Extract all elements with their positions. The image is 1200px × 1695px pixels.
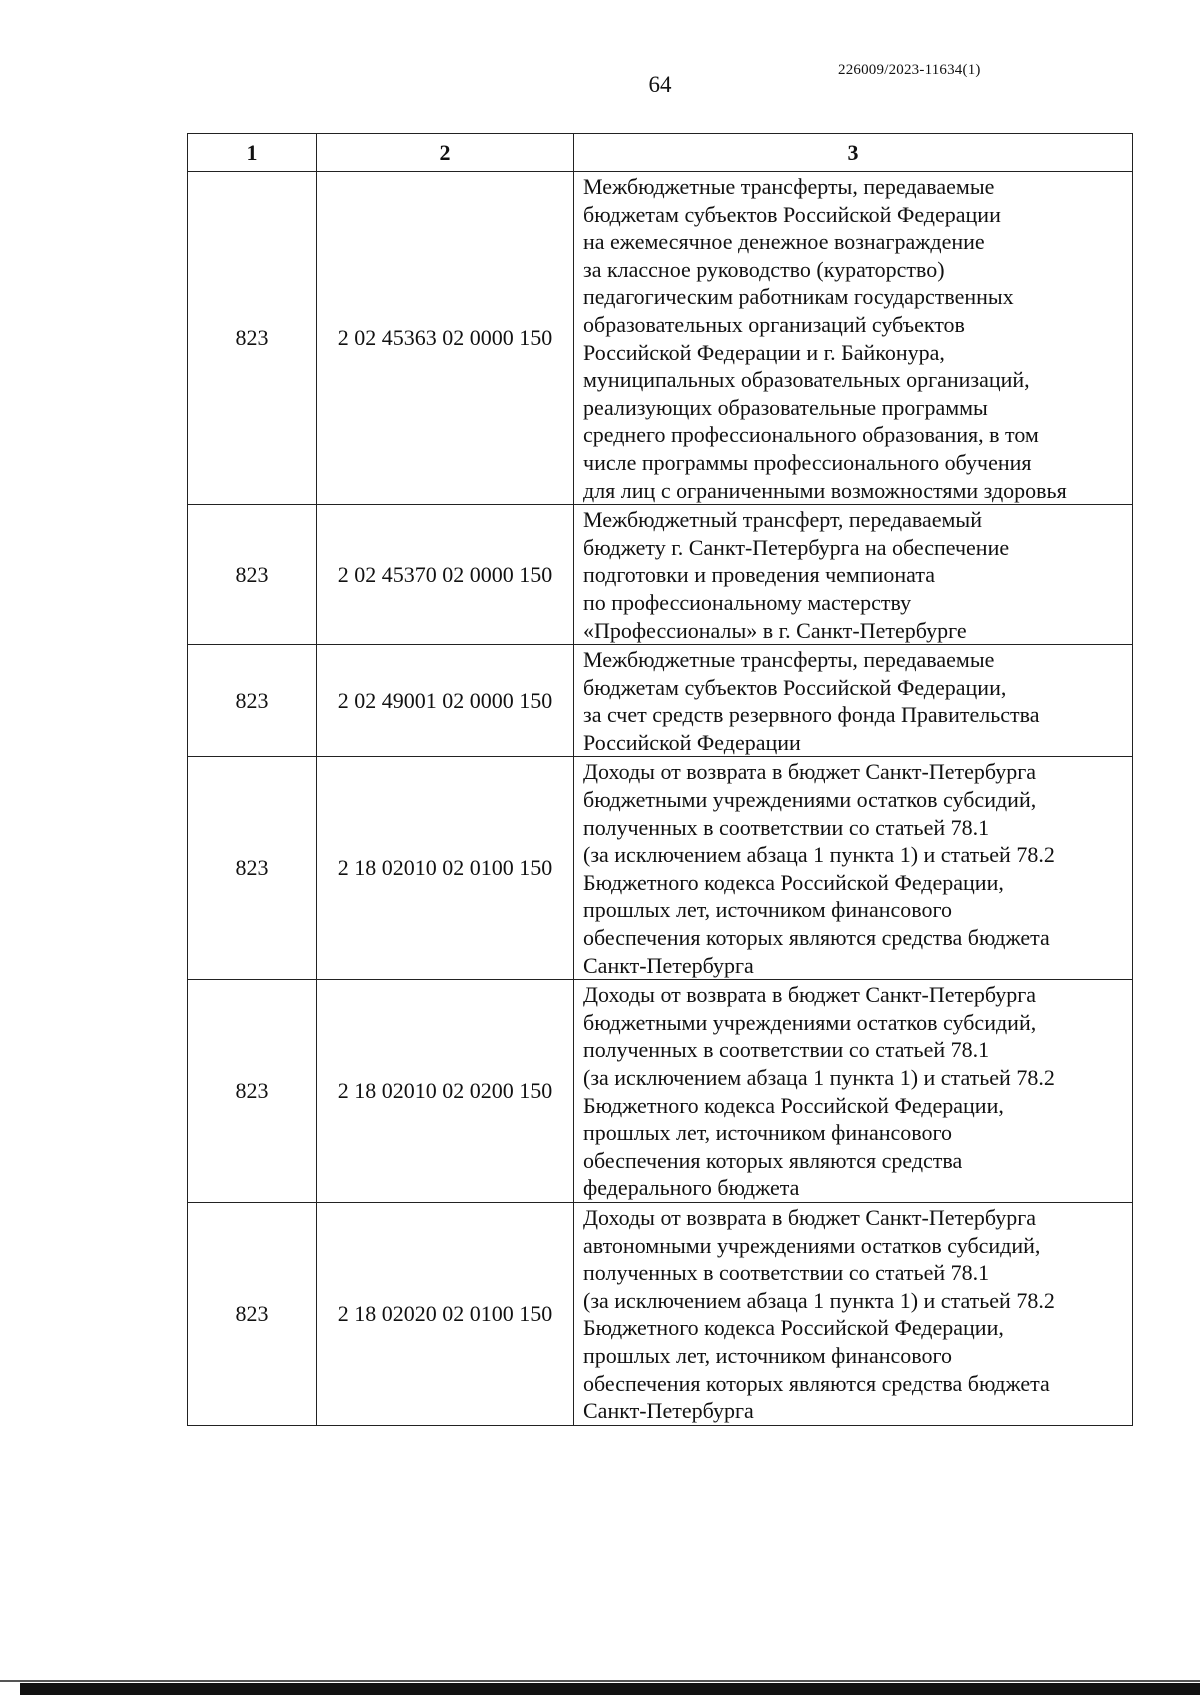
description-cell [574,757,1133,980]
description-line: бюджетными учреждениями остатков субсидий, [583,787,1037,813]
table-row [188,757,1133,980]
description-line: бюджетными учреждениями остатков субсидий, [583,1009,1037,1035]
column-header-2: 2 [317,134,574,172]
description-line: прошлых лет, источником финансового [583,1342,952,1368]
document-id: 226009/2023-11634(1) [838,62,981,78]
description-line: педагогическим работникам государственных [583,284,1014,310]
description-cell [574,1202,1133,1425]
budget-classification-code-cell: 2 18 02020 02 0100 150 [317,1202,574,1425]
description-cell [574,645,1133,757]
budget-classification-code-cell: 2 02 45370 02 0000 150 [317,505,574,645]
description-line: Межбюджетный трансферт, передаваемый [583,507,982,533]
page-number: 64 [648,72,672,97]
description-line: подготовки и проведения чемпионата [583,562,936,588]
admin-code-cell: 823 [188,505,317,645]
description-line: обеспечения которых являются средства [583,1147,963,1173]
table-row [188,645,1133,757]
description-line: Российской Федерации [583,729,801,755]
admin-code-cell: 823 [188,757,317,980]
description-line: по профессиональному мастерству [583,589,912,615]
admin-code-cell: 823 [188,645,317,757]
description-line: образовательных организаций субъектов [583,311,965,337]
description-line: (за исключением абзаца 1 пункта 1) и статьей 78.2 [583,1287,1055,1313]
description-line: на ежемесячное денежное вознаграждение [583,229,985,255]
budget-classification-code-cell: 2 18 02010 02 0200 150 [317,980,574,1203]
admin-code-cell: 823 [188,172,317,505]
description-line: Российской Федерации и г. Байконура, [583,339,945,365]
description-line: реализующих образовательные программы [583,394,988,420]
table-body [188,172,1133,1426]
description-line: Бюджетного кодекса Российской Федерации, [583,1092,1004,1118]
description-line: полученных в соответствии со статьей 78.1 [583,814,990,840]
description-line: (за исключением абзаца 1 пункта 1) и статьей 78.2 [583,1065,1055,1090]
scan-edge-bar [20,1683,1200,1695]
admin-code-cell: 823 [188,980,317,1203]
description-line: автономными учреждениями остатков субсидий, [583,1232,1041,1258]
admin-code-cell: 823 [188,1202,317,1425]
description-line: бюджетам субъектов Российской Федерации, [583,674,1007,700]
description-line: Межбюджетные трансферты, передаваемые [583,174,995,199]
description-line: Доходы от возврата в бюджет Санкт-Петербурга [583,982,1037,1008]
table-row [188,980,1133,1203]
description-line: за счет средств резервного фонда Правительства [583,702,1040,728]
description-line: федерального бюджета [583,1175,800,1201]
table-row [188,172,1133,505]
description-cell [574,980,1133,1203]
column-header-3: 3 [574,134,1133,172]
description-cell [574,505,1133,645]
description-line: муниципальных образовательных организаций, [583,367,1030,393]
table-row [188,1202,1133,1425]
budget-classification-code-cell: 2 02 49001 02 0000 150 [317,645,574,757]
description-line: числе программы профессионального обучения [583,449,1032,475]
budget-codes-table-container [187,133,1132,1426]
description-line: Санкт-Петербурга [583,1398,754,1424]
description-line: за классное руководство (кураторство) [583,256,945,282]
description-line: среднего профессионального образования, в том [583,422,1039,448]
description-line: бюджету г. Санкт-Петербурга на обеспечение [583,534,1010,560]
description-line: Доходы от возврата в бюджет Санкт-Петербурга [583,1204,1037,1230]
description-line: обеспечения которых являются средства бюджета [583,925,1050,951]
budget-classification-code-cell: 2 18 02010 02 0100 150 [317,757,574,980]
column-header-1: 1 [188,134,317,172]
description-line: (за исключением абзаца 1 пункта 1) и статьей 78.2 [583,842,1055,868]
description-line: бюджетам субъектов Российской Федерации [583,201,1001,227]
description-line: «Профессионалы» в г. Санкт-Петербурге [583,617,967,643]
description-line: Межбюджетные трансферты, передаваемые [583,647,995,673]
table-row [188,505,1133,645]
budget-classification-code-cell: 2 02 45363 02 0000 150 [317,172,574,505]
description-cell [574,172,1133,505]
description-line: Доходы от возврата в бюджет Санкт-Петербурга [583,759,1037,785]
description-line: полученных в соответствии со статьей 78.1 [583,1037,990,1063]
description-line: обеспечения которых являются средства бюджета [583,1370,1050,1396]
description-line: Санкт-Петербурга [583,952,754,978]
description-line: Бюджетного кодекса Российской Федерации, [583,1315,1004,1341]
description-line: прошлых лет, источником финансового [583,1120,952,1146]
description-line: для лиц с ограниченными возможностями здоровья [583,477,1067,503]
table-header-row [188,134,1133,172]
scan-edge-line [0,1680,1200,1682]
budget-codes-table [187,133,1133,1426]
description-line: полученных в соответствии со статьей 78.1 [583,1260,990,1286]
description-line: прошлых лет, источником финансового [583,897,952,923]
description-line: Бюджетного кодекса Российской Федерации, [583,869,1004,895]
